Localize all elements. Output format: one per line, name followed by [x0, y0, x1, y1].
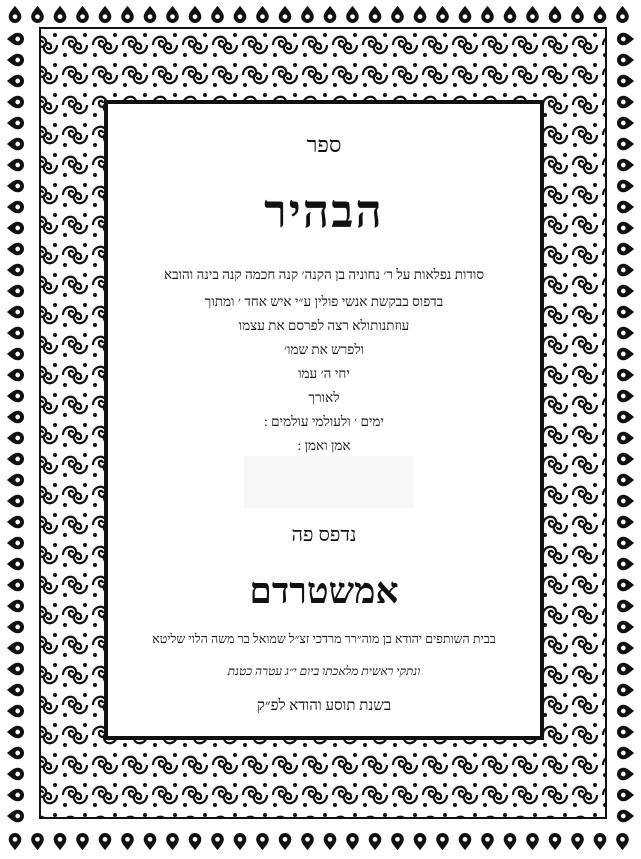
printer-line: בבית השותפים יהודא בן מוה״רר מרדכי זצ״ל שמואל בר משה הלוי שליטא: [152, 632, 496, 646]
printed-here: נדפס פה: [291, 524, 357, 546]
title-line-1: ספר: [306, 132, 342, 157]
year-line: בשנת תוסע והודא לפ״ק: [256, 698, 392, 714]
title-panel: [104, 100, 544, 740]
main-title: הבהיר: [264, 184, 384, 238]
city-name: אמשטרדם: [249, 570, 399, 612]
description-line-4: ולפרש את שמו׳: [283, 342, 365, 357]
description-line-5: יחי ה׳ עמו: [298, 366, 350, 381]
description-line-8: אמן ואמן :: [297, 438, 351, 453]
description-line-7: ימים ׳ ולעולמי עולמים :: [264, 414, 384, 429]
date-line: ונתקי ראשית מלאכתו ביום י״ג עטרה כטנת: [227, 664, 421, 678]
blank-area: [244, 456, 414, 508]
description-line-6: לאורך: [308, 390, 340, 405]
description-line-2: בדפוס בבקשת אנשי פולין ע״י איש אחד ׳ ומתוך: [204, 294, 444, 309]
description-line-3: עוזתנותולא רצה לפרסם את עצמו: [238, 318, 410, 333]
description-line-1: סודות נפלאות על ר׳ נחוניה בן הקנה׳ קנה חכמה קנה בינה והובא: [163, 267, 485, 282]
